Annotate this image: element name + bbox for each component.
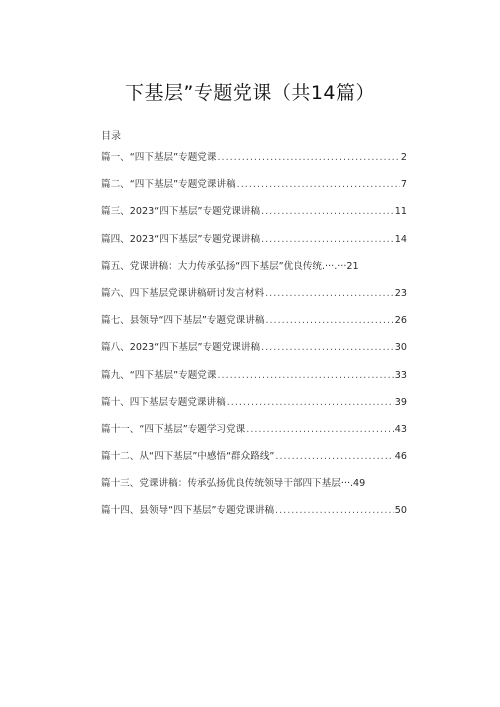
document-title: 下基层”专题党课（共14篇） <box>124 82 376 104</box>
toc-entry-page-number: 23 <box>394 287 407 299</box>
toc-entry-page-number: 2 <box>400 152 407 163</box>
toc-entry-page-number: 43 <box>394 423 407 435</box>
toc-dot-leader <box>265 288 394 300</box>
toc-entry[interactable] <box>101 234 407 261</box>
toc-entry-page-number: 7 <box>400 179 407 191</box>
toc-entry[interactable] <box>101 315 407 342</box>
toc-heading: 目录 <box>101 131 121 142</box>
toc-entry-title: 篇一、“四下基层”专题党课 <box>101 152 217 163</box>
toc-entry[interactable] <box>101 179 407 206</box>
toc-entry[interactable] <box>101 451 407 478</box>
toc-entry[interactable] <box>101 342 407 369</box>
toc-entry[interactable] <box>101 424 407 451</box>
toc-entry-title: 篇五、党课讲稿：大力传承弘扬“四下基层”优良传统.···.···21 <box>101 260 359 272</box>
toc-dot-leader <box>237 179 400 191</box>
toc-entry[interactable] <box>101 370 407 397</box>
toc-entry-title: 篇十一、“四下基层”专题学习党课 <box>101 423 246 435</box>
toc-dot-leader <box>246 424 394 436</box>
toc-entry-title: 篇八、2023“四下基层”专题党课讲稿 <box>101 342 261 354</box>
toc-entry[interactable] <box>101 478 407 505</box>
toc-entry-title: 篇十三、党课讲稿：传承弘扬优良传统领导干部四下基层···.49 <box>101 478 366 490</box>
toc-entry-page-number: 39 <box>394 396 407 408</box>
toc-entry-title: 篇九、“四下基层”专题党课 <box>101 369 217 381</box>
toc-entry-title: 篇十二、从“四下基层”中感悟“群众路线” <box>101 451 275 463</box>
toc-entry-title: 篇六、四下基层党课讲稿研讨发言材料 <box>101 287 265 299</box>
toc-dot-leader <box>275 505 394 517</box>
toc-entry-page-number: 11 <box>394 206 407 218</box>
toc-dot-leader <box>261 206 394 218</box>
toc-entry-page-number: 14 <box>394 233 407 245</box>
toc-entry-title: 篇七、县领导“四下基层”专题党课讲稿 <box>101 315 265 327</box>
toc-dot-leader <box>261 342 394 354</box>
toc-dot-leader <box>265 315 393 327</box>
toc-entry-page-number: 26 <box>394 315 407 327</box>
toc-entry-title: 篇十四、县领导“四下基层”专题党课讲稿 <box>101 505 275 517</box>
toc-entry-title: 篇二、“四下基层”专题党课讲稿 <box>101 179 236 191</box>
toc-entry-page-number: 46 <box>394 451 407 463</box>
toc-entry[interactable] <box>101 206 407 233</box>
toc-dot-leader <box>261 234 394 246</box>
toc-entry[interactable] <box>101 505 407 532</box>
toc-dot-leader <box>217 370 393 382</box>
toc-entry-title: 篇四、2023“四下基层”专题党课讲稿 <box>101 233 261 245</box>
toc-entry-page-number: 50 <box>394 505 407 517</box>
toc-entry-title: 篇十、四下基层专题党课讲稿 <box>101 396 226 408</box>
toc-dot-leader <box>217 152 399 164</box>
table-of-contents <box>101 152 407 533</box>
toc-entry[interactable] <box>101 288 407 315</box>
toc-entry-title: 篇三、2023“四下基层”专题党课讲稿 <box>101 206 261 218</box>
toc-entry-page-number: 30 <box>394 342 407 354</box>
toc-dot-leader <box>227 397 394 409</box>
toc-entry[interactable] <box>101 261 407 288</box>
toc-entry[interactable] <box>101 397 407 424</box>
toc-dot-leader <box>275 451 393 463</box>
toc-entry[interactable] <box>101 152 407 179</box>
toc-entry-page-number: 33 <box>394 369 407 381</box>
